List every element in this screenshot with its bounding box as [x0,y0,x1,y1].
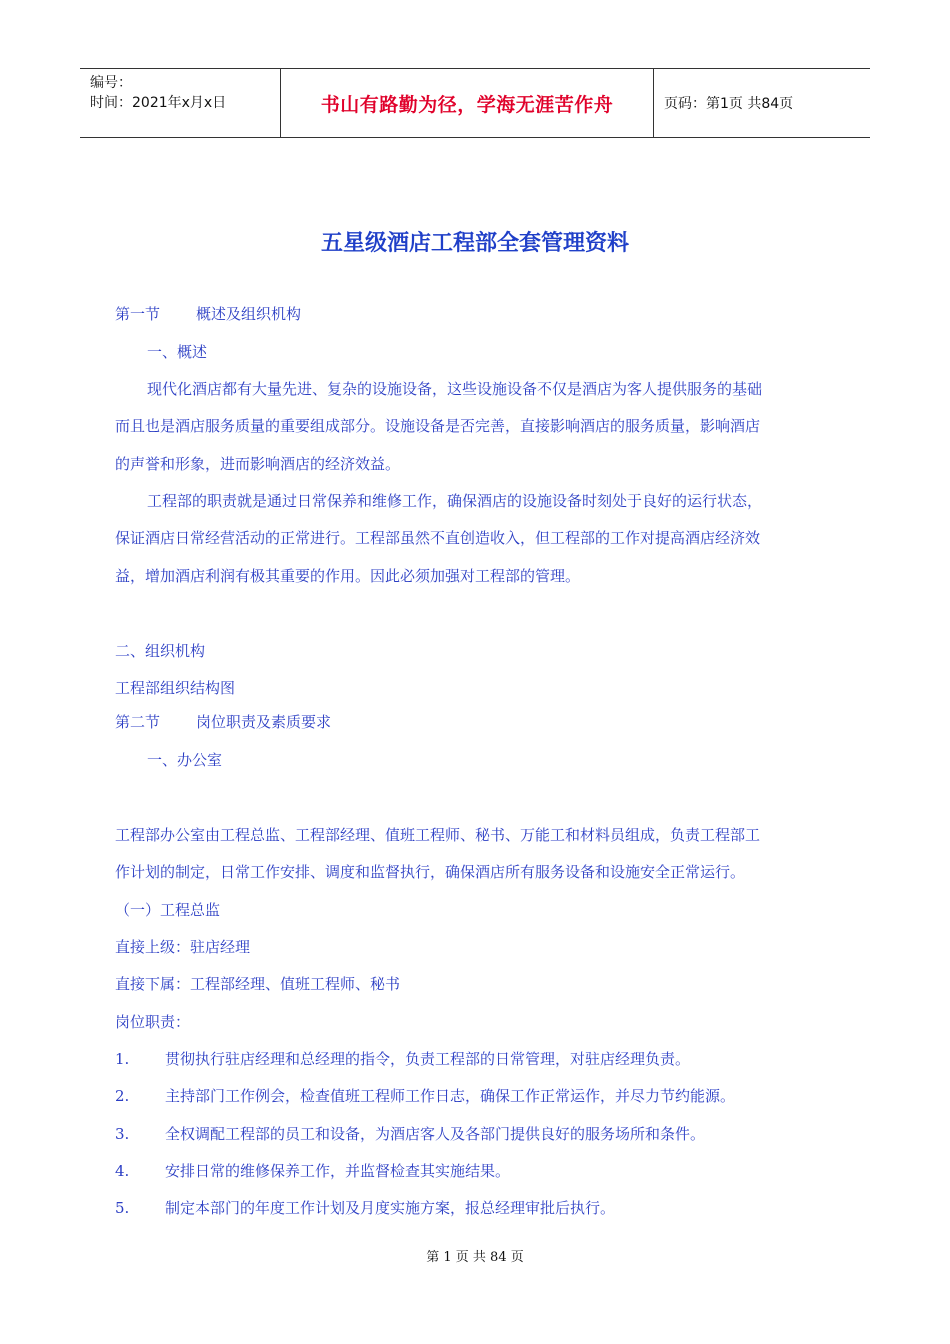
duty-number: 5. [115,1199,130,1217]
duty-item [115,1085,735,1107]
document-title: 五星级酒店工程部全套管理资料 [320,231,629,256]
duty-text: 全权调配工程部的员工和设备，为酒店客人及各部门提供良好的服务场所和条件。 [165,1125,706,1143]
paragraph-2-line-3: 益，增加酒店利润有极其重要的作用。因此必须加强对工程部的管理。 [115,567,581,585]
duty-number: 2. [115,1087,130,1105]
header-page-info: 页码：第1页 共84页 [664,96,794,112]
section-2-number: 第二节 [115,713,161,731]
direct-superior: 直接上级：驻店经理 [115,938,251,956]
paragraph-1-line-3: 的声誉和形象，进而影响酒店的经济效益。 [115,455,401,473]
duty-number: 3. [115,1125,130,1143]
duty-item [115,1197,615,1219]
duty-item [115,1123,705,1145]
duty-number: 4. [115,1162,130,1180]
header-table [80,68,870,138]
duty-text: 安排日常的维修保养工作，并监督检查其实施结果。 [165,1162,511,1180]
paragraph-1-line-1: 现代化酒店都有大量先进、复杂的设施设备，这些设施设备不仅是酒店为客人提供服务的基础 [147,380,763,398]
duty-number: 1. [115,1050,130,1068]
section-2-heading [115,711,331,733]
paragraph-3-line-1: 工程部办公室由工程总监、工程部经理、值班工程师、秘书、万能工和材料员组成，负责工程部工 [115,826,761,844]
paragraph-2-line-2: 保证酒店日常经营活动的正常进行。工程部虽然不直创造收入，但工程部的工作对提高酒店经济效 [115,529,761,547]
duty-item [115,1048,690,1070]
paragraph-1-line-2: 而且也是酒店服务质量的重要组成部分。设施设备是否完善，直接影响酒店的服务质量，影响酒店 [115,417,761,435]
org-chart-label: 工程部组织结构图 [115,679,236,697]
section-1-heading [115,303,301,325]
paragraph-3-line-2: 作计划的制定，日常工作安排、调度和监督执行，确保酒店所有服务设备和设施安全正常运行。 [115,863,746,881]
duty-item [115,1160,510,1182]
section-2-title: 岗位职责及素质要求 [196,713,332,731]
serial-number-label: 编号： [90,75,132,91]
subheading-organization: 二、组织机构 [115,642,206,660]
duty-text: 贯彻执行驻店经理和总经理的指令，负责工程部的日常管理，对驻店经理负责。 [165,1050,691,1068]
duty-text: 主持部门工作例会，检查值班工程师工作日志，确保工作正常运作，并尽力节约能源。 [165,1087,736,1105]
duties-label: 岗位职责： [115,1013,191,1031]
page-footer: 第 1 页 共 84 页 [426,1250,524,1265]
direct-subordinates: 直接下属：工程部经理、值班工程师、秘书 [115,975,401,993]
duty-text: 制定本部门的年度工作计划及月度实施方案，报总经理审批后执行。 [165,1199,616,1217]
date-line: 时间：2021年x月x日 [90,95,227,111]
header-left-cell [80,69,281,137]
subheading-office: 一、办公室 [147,751,223,769]
section-1-number: 第一节 [115,305,161,323]
role-heading: （一）工程总监 [115,901,221,919]
header-motto: 书山有路勤为径，学海无涯苦作舟 [281,69,654,137]
paragraph-2-line-1: 工程部的职责就是通过日常保养和维修工作，确保酒店的设施设备时刻处于良好的运行状态， [147,492,763,510]
subheading-overview: 一、概述 [147,343,208,361]
section-1-title: 概述及组织机构 [196,305,302,323]
